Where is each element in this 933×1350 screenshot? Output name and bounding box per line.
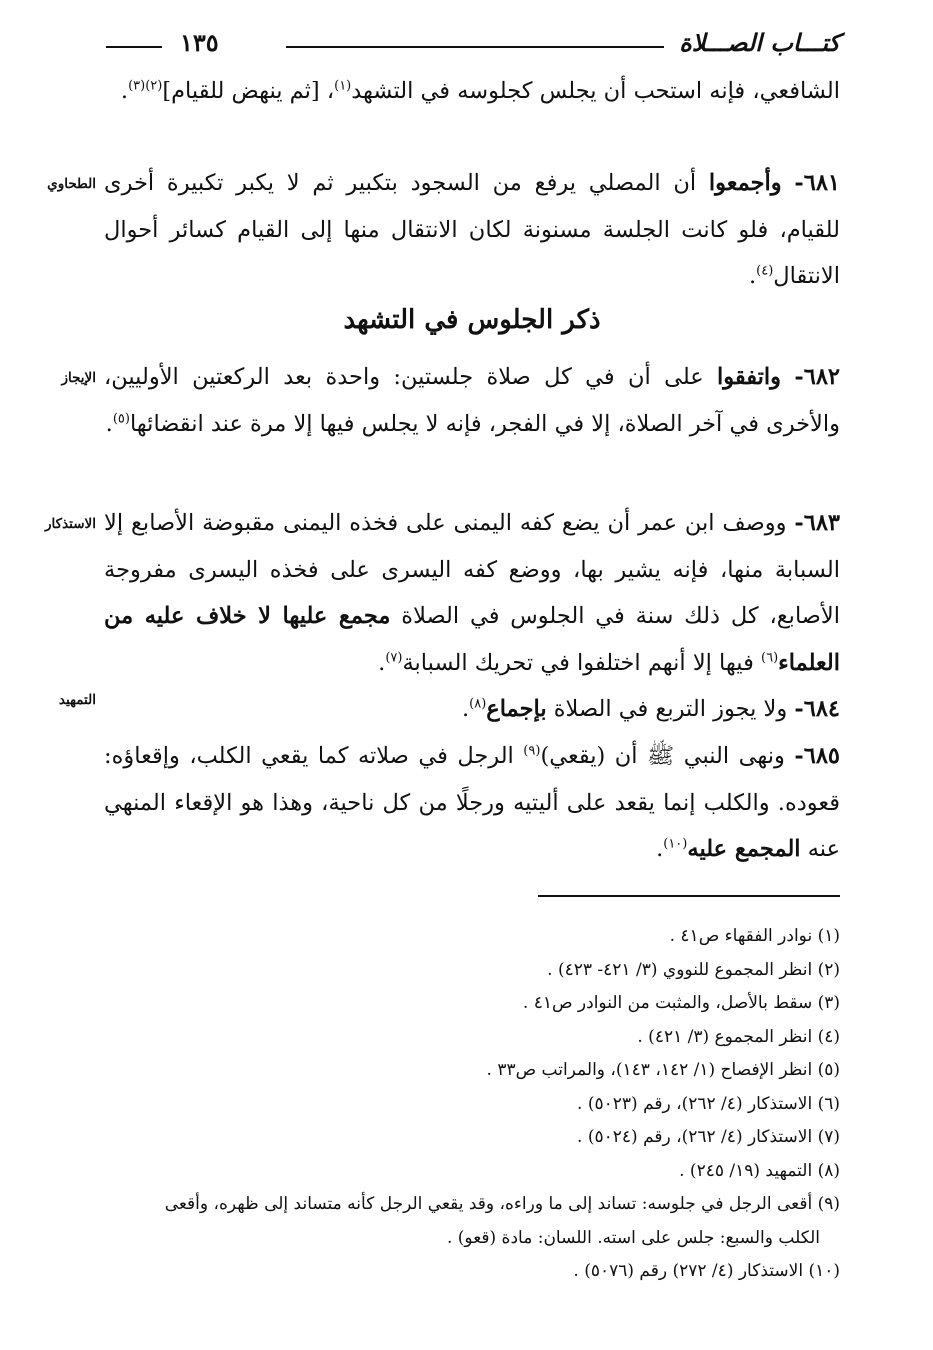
footnote-ref: (٧) bbox=[385, 650, 403, 665]
paragraph-682: ٦٨٢- واتفقوا على أن في كل صلاة جلستين: واحدة بعد الركعتين الأوليين، والأخرى في آخر الصلاة، إلا في الفجر، فإنه لا يجلس فيها إلا مرة عند انقضائها$^{(٥)}$. bbox=[104, 364, 840, 437]
margin-source-istidhkar: الاستذكار bbox=[45, 516, 96, 532]
footnote-ref: (١) bbox=[334, 78, 352, 94]
footnote-ref: (٩) bbox=[523, 743, 541, 759]
footnotes bbox=[104, 920, 840, 1289]
footnote-continuation: الكلب والسبع: جلس على استه. اللسان: مادة (قعو) . bbox=[446, 1227, 820, 1248]
footnote-ref: (١٠) bbox=[663, 836, 688, 852]
book-title: كتـــاب الصـــلاة bbox=[679, 28, 840, 57]
paragraph-683: ٦٨٣- ووصف ابن عمر أن يضع كفه اليمنى على فخذه اليمنى مقبوضة الأصابع إلا السبابة منها، فإنه يشير بها، ووضع كفه اليسرى على فخذه اليسرى مفروجة الأصابع، كل ذلك سنة في الجلوس في الصلاة مجمع عليها لا خلاف عليه من العلماء$^{(٦)}$ فيها إلا أنهم اختلفوا في تحريك السبابة$^{(٧)}$. bbox=[104, 510, 840, 676]
footnote-ref: (٤) bbox=[756, 263, 774, 279]
paragraph-lead: واتفقوا bbox=[717, 364, 782, 390]
margin-source-tamhid: التمهيد bbox=[58, 692, 96, 708]
paragraph-685: ٦٨٥- ونهى النبي ﷺ أن (يقعي)$^{(٩)}$ الرجل في صلاته كما يقعي الكلب، وإقعاؤه: قعوده. والكلب إنما يقعد على أليتيه ورجلًا من كل ناحية، وهذا هو الإقعاء المنهي عنه المجمع عليه$^{(١٠)}$. bbox=[104, 743, 840, 862]
running-header bbox=[104, 28, 840, 62]
footnote: (١) نوادر الفقهاء ص٤١ . bbox=[669, 926, 840, 946]
paragraph-number: ٦٨١- bbox=[794, 170, 840, 196]
footnote: (٥) انظر الإفصاح (١/ ١٤٢، ١٤٣)، والمراتب ص٣٣ . bbox=[486, 1060, 840, 1080]
footnote: (٨) التمهيد (١٩/ ٢٤٥) . bbox=[679, 1160, 840, 1181]
footnote: (٣) سقط بالأصل، والمثبت من النوادر ص٤١ . bbox=[522, 993, 840, 1013]
header-rule bbox=[286, 46, 664, 48]
footnote: (٢) انظر المجموع للنووي (٣/ ٤٢١- ٤٢٣) . bbox=[547, 959, 840, 980]
paragraph-number: ٦٨٣- bbox=[794, 510, 840, 536]
footnote: (٦) الاستذكار (٤/ ٢٦٢)، رقم (٥٠٢٣) . bbox=[577, 1093, 840, 1114]
footnote-ref: (٢)(٣) bbox=[128, 78, 163, 94]
paragraph-number: ٦٨٢- bbox=[794, 364, 840, 390]
footnote-ref: (٥) bbox=[112, 411, 130, 426]
paragraph-number: ٦٨٤- bbox=[794, 696, 840, 722]
footnote-separator bbox=[538, 895, 840, 897]
paragraph-number: ٦٨٥- bbox=[794, 743, 840, 769]
section-heading: ذكر الجلوس في التشهد bbox=[343, 305, 601, 335]
consensus-phrase: بإجماع bbox=[486, 696, 547, 722]
footnote: (٩) أقعى الرجل في جلوسه: تساند إلى ما وراءه، وقد يقعي الرجل كأنه متساند إلى ظهره، وأقعى bbox=[164, 1194, 840, 1214]
continuation-paragraph: الشافعي، فإنه استحب أن يجلس كجلوسه في التشهد$^{(١)}$، [ثم ينهض للقيام]$^{(٢)(٣)}$. bbox=[120, 78, 840, 104]
consensus-phrase: المجمع عليه bbox=[687, 836, 801, 862]
footnote: (١٠) الاستذكار (٤/ ٢٧٢) رقم (٥٠٧٦) . bbox=[573, 1261, 840, 1281]
margin-source-tahawi: الطحاوي bbox=[47, 176, 96, 192]
paragraph-681: ٦٨١- وأجمعوا أن المصلي يرفع من السجود بتكبير ثم لا يكبر تكبيرة أخرى للقيام، فلو كانت الجلسة مسنونة لكان الانتقال منها إلى القيام كسائر أحوال الانتقال$^{(٤)}$. bbox=[104, 170, 840, 289]
header-rule-short bbox=[106, 46, 162, 48]
margin-source-ijaz: الإيجاز bbox=[61, 370, 96, 386]
footnote: (٧) الاستذكار (٤/ ٢٦٢)، رقم (٥٠٢٤) . bbox=[577, 1127, 840, 1147]
paragraph-684: ٦٨٤- ولا يجوز التربع في الصلاة بإجماع$^{(٨)}$. bbox=[461, 696, 840, 722]
footnote-ref: (٨) bbox=[469, 696, 487, 712]
footnote: (٤) انظر المجموع (٣/ ٤٢١) . bbox=[637, 1026, 840, 1047]
consensus-phrase: مجمع عليها لا خلاف عليه من العلماء bbox=[104, 603, 840, 676]
footnote-ref: (٦) bbox=[761, 650, 779, 665]
paragraph-lead: وأجمعوا bbox=[708, 170, 782, 196]
page-number: ١٣٥ bbox=[180, 28, 219, 57]
